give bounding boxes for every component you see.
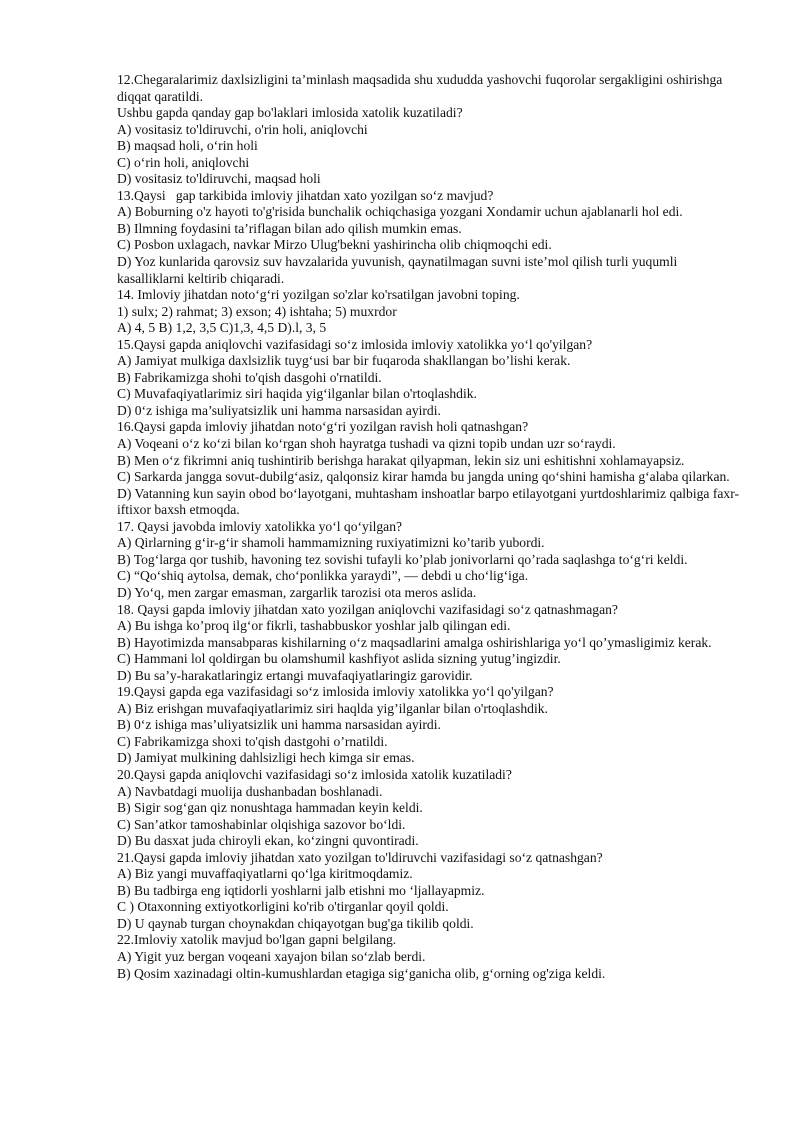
q20-option-d: D) Bu dasxat juda chiroyli ekan, ko‘zingni quvontiradi. <box>117 833 419 849</box>
q17-option-c: C) “Qo‘shiq aytolsa, demak, cho‘ponlikka yaraydi”, — debdi u cho‘lig‘iga. <box>117 568 529 584</box>
q12-option-b: B) maqsad holi, o‘rin holi <box>117 138 258 154</box>
q17-option-b: B) Tog‘larga qor tushib, havoning tez sovishi tufayli ko’plab jonivorlarni qo’rada saqlashga to‘g‘ri keldi. <box>117 551 688 567</box>
q15-option-b: B) Fabrikamizga shohi to'qish dasgohi o'rnatildi. <box>117 369 382 385</box>
q19-question: 19.Qaysi gapda ega vazifasidagi so‘z imlosida imloviy xatolikka yo‘l qo'yilgan? <box>117 684 554 700</box>
q20-option-b: B) Sigir sog‘gan qiz nonushtaga hammadan keyin keldi. <box>117 800 423 816</box>
q17-option-d: D) Yo‘q, men zargar emasman, zargarlik tarozisi ota meros aslida. <box>117 584 477 600</box>
q21-question: 21.Qaysi gapda imloviy jihatdan xato yozilgan to'ldiruvchi vazifasidagi so‘z qatnashgan? <box>117 849 603 865</box>
q15-option-a: A) Jamiyat mulkiga daxlsizlik tuyg‘usi bar bir fuqaroda shakllangan bo’lishi kerak. <box>117 353 571 369</box>
q21-option-d: D) U qaynab turgan choynakdan chiqayotgan bug'ga tikilib qoldi. <box>117 915 474 931</box>
q12-text: 12.Chegaralarimiz daxlsizligini ta’minlash maqsadida shu xududda yashovchi fuqorolar sergakligini oshirishga diqqat qaratildi. <box>117 72 726 104</box>
q20-question: 20.Qaysi gapda aniqlovchi vazifasidagi so‘z imlosida xatolik kuzatiladi? <box>117 766 512 782</box>
q13-option-b: B) Ilmning foydasini ta’riflagan bilan ado qilish mumkin emas. <box>117 220 462 236</box>
q16-question: 16.Qaysi gapda imloviy jihatdan noto‘g‘ri yozilgan ravish holi qatnashgan? <box>117 419 529 435</box>
q16-option-b: B) Men o‘z fikrimni aniq tushintirib berishga harakat qilyapman, lekin siz uni eshitishni xohlamayapsiz. <box>117 452 685 468</box>
q19-option-a: A) Biz erishgan muvafaqiyatlarimiz siri haqlda yig’ilganlar bilan o'rtoqlashdik. <box>117 700 548 716</box>
q19-option-c: C) Fabrikamizga shoxi to'qish dastgohi o’rnatildi. <box>117 733 388 749</box>
q12-option-c: C) o‘rin holi, aniqlovchi <box>117 154 250 170</box>
q15-question: 15.Qaysi gapda aniqlovchi vazifasidagi so‘z imlosida imloviy xatolikka yo‘l qo'yilgan? <box>117 336 593 352</box>
q15-option-c: C) Muvafaqiyatlarimiz siri haqida yig‘ilganlar bilan o'rtoqlashdik. <box>117 386 477 402</box>
q18-option-c: C) Hammani lol qoldirgan bu olamshumil kashfiyot aslida sizning yutug’ingizdir. <box>117 651 561 667</box>
q19-option-b: B) 0‘z ishiga mas’uliyatsizlik uni hamma narsasidan ayirdi. <box>117 717 441 733</box>
q17-option-a: A) Qirlarning g‘ir-g‘ir shamoli hammamizning ruxiyatimizni ko’tarib yubordi. <box>117 535 545 551</box>
q14-items: 1) sulx; 2) rahmat; 3) exson; 4) ishtaha; 5) muxrdor <box>117 303 397 319</box>
q22-option-a: A) Yigit yuz bergan voqeani xayajon bilan so‘zlab berdi. <box>117 948 426 964</box>
q13-question: 13.Qaysi gap tarkibida imloviy jihatdan xato yozilgan so‘z mavjud? <box>117 187 494 203</box>
q13-option-c: C) Posbon uxlagach, navkar Mirzo Ulug'bekni yashirincha olib chiqmoqchi edi. <box>117 237 552 253</box>
q13-option-d: D) Yoz kunlarida qarovsiz suv havzalarida yuvunish, qaynatilmagan suvni iste’mol qilish turli yuqumli kasalliklarni keltirib chiqaradi. <box>117 254 681 286</box>
q18-option-d: D) Bu sa’y-harakatlaringiz ertangi muvafaqiyatlaringiz garovidir. <box>117 667 473 683</box>
q14-question: 14. Imloviy jihatdan noto‘g‘ri yozilgan so'zlar ko'rsatilgan javobni toping. <box>117 287 520 303</box>
q17-question: 17. Qaysi javobda imloviy xatolikka yo‘l qo‘yilgan? <box>117 518 403 534</box>
q15-option-d: D) 0‘z ishiga ma’suliyatsizlik uni hamma narsasidan ayirdi. <box>117 402 441 418</box>
q18-option-b: B) Hayotimizda mansabparas kishilarning o‘z maqsadlarini amalga oshirishlariga yo‘l qo’ymasligimiz kerak. <box>117 634 712 650</box>
q21-option-a: A) Biz yangi muvaffaqiyatlarni qo‘lga kiritmoqdamiz. <box>117 866 413 882</box>
q12-question: Ushbu gapda qanday gap bo'laklari imlosida xatolik kuzatiladi? <box>117 105 463 121</box>
q21-option-b: B) Bu tadbirga eng iqtidorli yoshlarni jalb etishni mo ‘ljallayapmiz. <box>117 882 485 898</box>
q18-question: 18. Qaysi gapda imloviy jihatdan xato yozilgan aniqlovchi vazifasidagi so‘z qatnashmagan? <box>117 601 618 617</box>
q20-option-a: A) Navbatdagi muolija dushanbadan boshlanadi. <box>117 783 383 799</box>
q16-option-a: A) Voqeani o‘z ko‘zi bilan ko‘rgan shoh hayratga tushadi va qizni topib undan uzr so‘raydi. <box>117 436 616 452</box>
q14-options: A) 4, 5 B) 1,2, 3,5 C)1,3, 4,5 D).l, 3, 5 <box>117 320 327 336</box>
q16-option-c: C) Sarkarda jangga sovut-dubilg‘asiz, qalqonsiz kirar hamda bu jangda uning qo‘shini hamisha g‘alaba qilarkan. <box>117 469 730 485</box>
q22-option-b: B) Qosim xazinadagi oltin-kumushlardan etagiga sig‘ganicha olib, g‘orning og'ziga keldi. <box>117 965 606 981</box>
document-page <box>117 72 747 982</box>
q13-option-a: A) Boburning o'z hayoti to'g'risida bunchalik ochiqchasiga yozgani Xondamir uchun ajablanarli hol edi. <box>117 204 683 220</box>
q20-option-c: C) San’atkor tamoshabinlar olqishiga sazovor bo‘ldi. <box>117 816 406 832</box>
q12-option-a: A) vositasiz to'ldiruvchi, o'rin holi, aniqlovchi <box>117 121 368 137</box>
q18-option-a: A) Bu ishga ko’proq ilg‘or fikrli, tashabbuskor yoshlar jalb qilingan edi. <box>117 618 511 634</box>
q16-option-d: D) Vatanning kun sayin obod bo‘layotgani, muhtasham inshoatlar barpo etilayotgani yurtdoshlarimiz qalbiga faxr-iftixor baxsh etmoqda. <box>117 485 739 518</box>
q12-option-d: D) vositasiz to'ldiruvchi, maqsad holi <box>117 171 321 187</box>
q19-option-d: D) Jamiyat mulkining dahlsizligi hech kimga sir emas. <box>117 750 415 766</box>
q22-question: 22.Imloviy xatolik mavjud bo'lgan gapni belgilang. <box>117 932 397 948</box>
q21-option-c: C ) Otaxonning extiyotkorligini ko'rib o'tirganlar qoyil qoldi. <box>117 899 449 915</box>
